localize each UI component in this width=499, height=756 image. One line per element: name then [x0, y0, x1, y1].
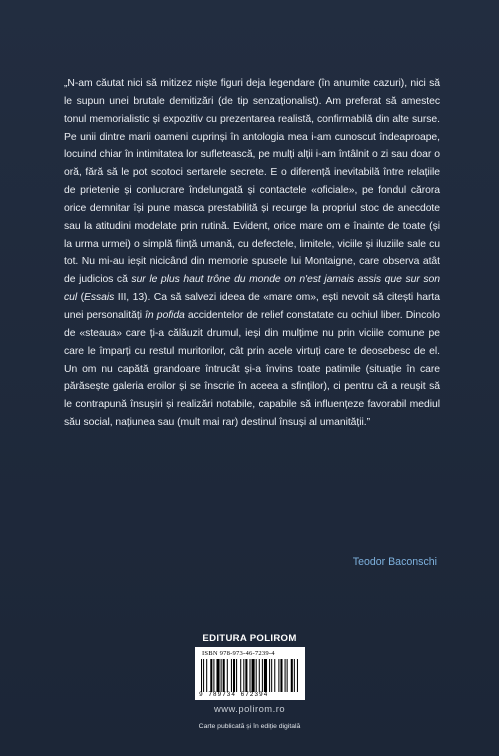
isbn-barcode: [195, 647, 305, 700]
quote-part-4: accidentelor de relief constatate cu ochiul liber. Dincolo de «steaua» care ți-a călăuzit drumul, ieși din mulțime nu prin viciile comune pe care le împarți cu restul muritorilor, cât prin acele virtuți care te deosebesc de el. Un om nu capătă grandoare întrucât și-a învins toate patimile (situație în care părăsește galeria eroilor și se înscrie în aceea a sfinților), ci pentru că a reușit să le contrapună însușiri și realizări notabile, capabile să influențeze favorabil mediul său social, națiunea sau (mult mai rar) destinul însuși al umanității.”: [64, 309, 440, 429]
barcode-bar: [227, 659, 228, 692]
barcode-bar: [240, 659, 241, 692]
quote-part-2: (: [77, 292, 85, 304]
quote-part-1: „N-am căutat nici să mitizez niște figuri deja legendare (în anumite cazuri), nici să le supun unei brutale demitizări (de tip senzaționalist). Am preferat să amestec tonul memorialistic și expozitiv cu prezentarea realistă, confirmabilă din alte surse. Pe unii dintre marii oameni cuprinși în antologia mea i-am cunoscut îndeaproape, locuind chiar în intimitatea lor sufletească, pe mulți alții i-am întâlnit o zi sau doar o oră, fără să le pot scotoci sertarele secrete. E o diferență inevitabilă între relațiile de prietenie și conlucrare îndelungată și contactele «oficiale», pe fondul cărora orice demnitar își pune masca prestabilită și recurge la propriul stoc de anecdote sau la atitudini modelate prin rutină. Evident, orice mare om e înainte de toate (și la urma urmei) o simplă ființă umană, cu defectele, limitele, viciile și iluziile sale cu tot. Nu mi-au ieșit nicicând din memorie spusele lui Montaigne, care observa atât de judicios că: [64, 78, 440, 286]
barcode-bar: [245, 659, 247, 692]
barcode-bar: [285, 659, 286, 692]
barcode-bar: [210, 659, 212, 692]
barcode-bar: [269, 659, 270, 692]
barcode-bar: [280, 659, 282, 692]
quote-in-pofida: în pofida: [145, 309, 185, 321]
barcode-bar: [231, 659, 232, 692]
barcode-digits: 9 789734 672394: [199, 691, 269, 698]
barcode-bar: [274, 659, 275, 692]
publisher-website: www.polirom.ro: [213, 703, 286, 714]
barcode-bar: [201, 659, 202, 692]
barcode-bar: [203, 659, 204, 692]
barcode-bar: [256, 659, 257, 692]
quote-french-citation: sur le plus haut trône du monde on n'est jamais assis que sur son cul: [64, 274, 440, 304]
barcode-bar: [259, 659, 260, 692]
barcode-icon: [201, 659, 299, 692]
quote-text: [64, 75, 440, 432]
barcode-bar: [252, 659, 255, 692]
isbn-number: ISBN 978-973-46-7239-4: [202, 650, 275, 657]
quote-author: Teodor Baconschi: [352, 556, 437, 568]
barcode-bar: [297, 659, 298, 692]
barcode-bar: [206, 659, 207, 692]
barcode-bar: [249, 659, 250, 692]
barcode-bar: [223, 659, 225, 692]
barcode-bar: [291, 659, 293, 692]
barcode-bar: [264, 659, 267, 692]
quote-paragraph: [64, 75, 440, 432]
barcode-bar: [236, 659, 237, 692]
barcode-bar: [287, 659, 288, 692]
barcode-bar: [213, 659, 214, 692]
barcode-bar: [271, 659, 272, 692]
quote-essais-title: Essais: [84, 292, 115, 304]
barcode-bar: [278, 659, 279, 692]
barcode-bar: [216, 659, 219, 692]
barcode-bar: [233, 659, 235, 692]
barcode-bar: [294, 659, 295, 692]
barcode-bar: [221, 659, 222, 692]
barcode-bar: [243, 659, 244, 692]
digital-edition-note: Carte publicată și în ediție digitală: [198, 723, 301, 730]
publisher-name: EDITURA POLIROM: [202, 633, 297, 644]
quote-part-3: III, 13). Ca să salvezi ideea de «mare om», ești nevoit să citești harta unei personalități: [64, 292, 440, 321]
barcode-bar: [262, 659, 263, 692]
